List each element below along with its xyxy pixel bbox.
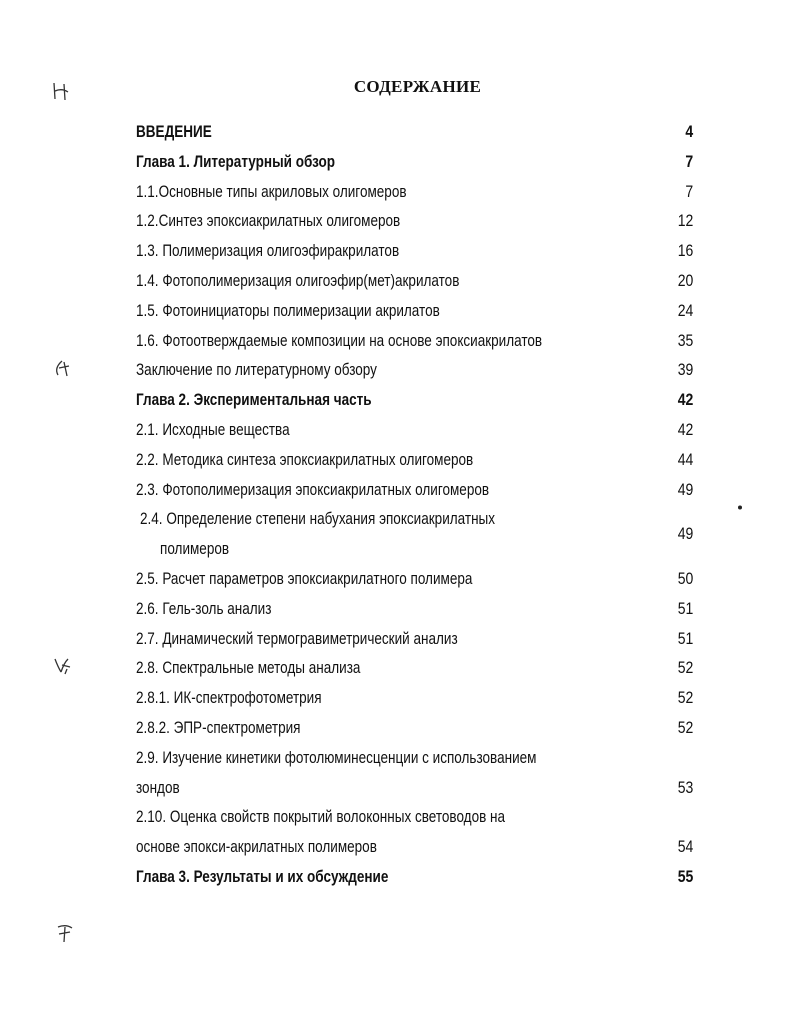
handwritten-mark-icon [50, 80, 74, 102]
toc-page-number: 20 [677, 272, 693, 290]
toc-page-number: 52 [677, 689, 693, 708]
toc-entry-title: 1.1.Основные типы акриловых олигомеров [136, 182, 407, 201]
toc-entry-title: 2.10. Оценка свойств покрытий волоконных световодов на [136, 808, 506, 827]
toc-entry-title: ВВЕДЕНИЕ [136, 123, 212, 141]
toc-page-number: 7 [685, 182, 693, 201]
toc-page-number: 35 [677, 331, 693, 350]
toc-page-number: 49 [677, 480, 693, 499]
toc-entry-title: 1.3. Полимеризация олигоэфиракрилатов [136, 242, 400, 261]
toc-page-number: 51 [677, 599, 693, 618]
toc-entry-title: полимеров [160, 540, 230, 559]
toc-entry-title: 2.6. Гель-золь анализ [136, 599, 272, 618]
toc-entry-title: 2.5. Расчет параметров эпоксиакрилатного полимера [136, 570, 473, 588]
toc-entry-title: Глава 2. Экспериментальная часть [136, 391, 372, 410]
toc-page-number: 55 [677, 868, 693, 886]
toc-entry-title: зондов [136, 778, 180, 797]
toc-page-number: 12 [677, 212, 693, 231]
toc-page-number: 42 [677, 421, 693, 439]
toc-page-number: 39 [677, 361, 693, 380]
handwritten-mark-icon [52, 655, 74, 677]
page-title: СОДЕРЖАНИЕ [353, 77, 482, 96]
toc-entry-title: 2.7. Динамический термогравиметрический анализ [136, 629, 458, 648]
toc-entry-title: основе эпокси-акрилатных полимеров [136, 838, 377, 857]
toc-entry-title: 2.9. Изучение кинетики фотолюминесценции с использованием [136, 748, 537, 767]
toc-page-number: 52 [677, 719, 693, 737]
toc-entry-title: Глава 1. Литературный обзор [136, 152, 336, 171]
toc-entry-title: Глава 3. Результаты и их обсуждение [136, 868, 389, 886]
toc-page-number: 4 [685, 123, 693, 141]
scan-dot [737, 505, 743, 510]
handwritten-mark-icon [54, 922, 76, 946]
toc-entry-title: 2.8. Спектральные методы анализа [136, 659, 361, 678]
toc-page-number: 51 [677, 629, 693, 648]
toc-entry-title: 1.2.Синтез эпоксиакрилатных олигомеров [136, 212, 401, 231]
toc-page-number: 50 [677, 570, 693, 588]
toc-page-number: 53 [677, 778, 693, 797]
toc-entry-title: 1.4. Фотополимеризация олигоэфир(мет)акрилатов [136, 272, 460, 290]
toc-entry-title: 2.4. Определение степени набухания эпоксиакрилатных [140, 510, 496, 529]
toc-page-number: 44 [677, 450, 693, 469]
toc-entry-title: 2.8.1. ИК-спектрофотометрия [136, 689, 322, 708]
toc-entry-title: 2.1. Исходные вещества [136, 421, 290, 439]
toc-page-number: 16 [677, 242, 693, 261]
toc-page-number: 24 [677, 301, 693, 320]
toc-entry-title: 1.6. Фотоотверждаемые композиции на основе эпоксиакрилатов [136, 331, 543, 350]
toc-entry-title: Заключение по литературному обзору [136, 361, 377, 380]
toc-page-number: 52 [677, 659, 693, 678]
toc-entry-title: 2.8.2. ЭПР-спектрометрия [136, 719, 301, 737]
toc-entry-title: 2.2. Методика синтеза эпоксиакрилатных олигомеров [136, 450, 474, 469]
toc-page-number: 42 [677, 391, 693, 410]
toc-page-number: 7 [685, 152, 693, 171]
toc-entry-title: 1.5. Фотоинициаторы полимеризации акрилатов [136, 301, 440, 320]
toc-page-number: 49 [677, 525, 693, 544]
toc-entry-title: 2.3. Фотополимеризация эпоксиакрилатных олигомеров [136, 480, 490, 499]
handwritten-mark-icon [52, 358, 74, 380]
toc-page-number: 54 [677, 838, 693, 857]
